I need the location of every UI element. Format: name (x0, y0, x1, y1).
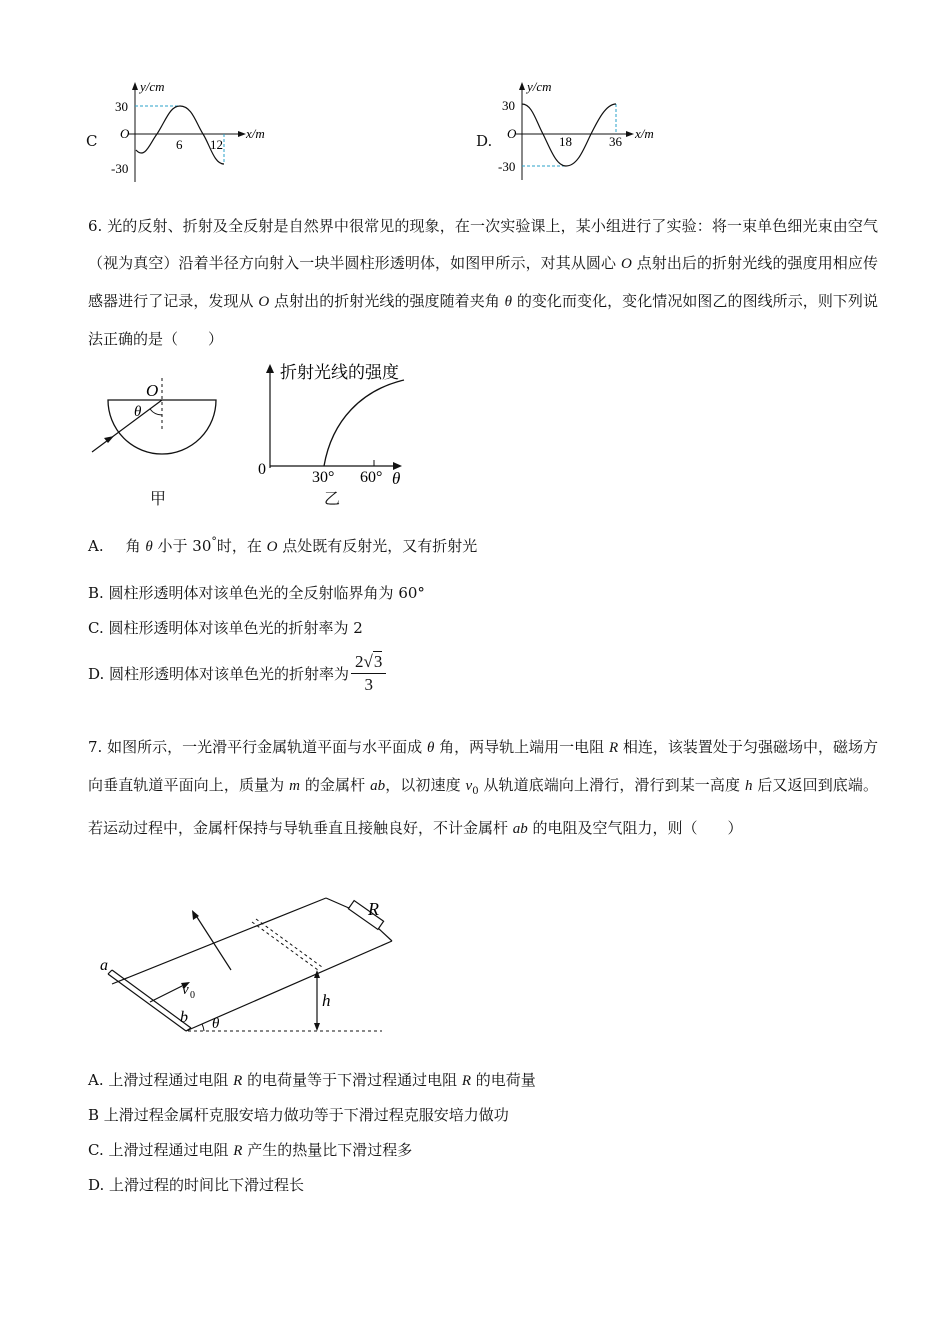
q6-jia-o-label: O (146, 381, 159, 400)
q6-figure-jia (84, 374, 234, 474)
q5-d-origin: O (507, 126, 517, 141)
q5-c-wave-curve (136, 106, 224, 164)
q6-yi-tick-60: 60° (360, 469, 383, 486)
q5-d-tick-36: 36 (609, 134, 622, 149)
q7-label-b: b (180, 1009, 188, 1026)
q7-option-d[interactable]: D. 上滑过程的时间比下滑过程长 (88, 1176, 305, 1194)
q7-label-h: h (322, 991, 331, 1010)
q6-stem: 6. 光的反射、折射及全反射是自然界中很常见的现象，在一次实验课上，某小组进行了实验：将一束单色细光束由空气（视为真空）沿着半径方向射入一块半圆柱形透明体，如图甲所示，对其从圆心 O 点射出后的折射光线的强度用相应传感器进行了记录，发现从 O 点射出的折射光线的强度随着夹角 θ 的变化而变化，变化情况如图乙的图线所示，则下列说法正确的是（ ） (88, 217, 878, 348)
q7-option-c[interactable]: C. 上滑过程通过电阻 R 产生的热量比下滑过程多 (88, 1141, 413, 1159)
q5-option-c-graph (100, 78, 300, 186)
q5-c-y-top: 30 (115, 99, 128, 114)
q7-label-r: R (368, 899, 379, 919)
q5-option-d-letter[interactable]: D. (476, 132, 493, 150)
q5-c-y-bottom: -30 (111, 161, 129, 176)
q5-d-y-top: 30 (502, 98, 515, 113)
q6-yi-origin: 0 (258, 461, 266, 478)
q7-label-v-sub: 0 (190, 990, 195, 1001)
q6-jia-theta-label: θ (134, 404, 142, 420)
q7-option-a[interactable]: A. 上滑过程通过电阻 R 的电荷量等于下滑过程通过电阻 R 的电荷量 (88, 1071, 536, 1089)
q7-figure (96, 890, 406, 1040)
q6-figure-yi (256, 360, 416, 490)
q6-yi-tick-30: 30° (312, 469, 335, 486)
q6-option-d[interactable]: D. 圆柱形透明体对该单色光的折射率为 $\frac{2√3}{3}$ (88, 652, 386, 695)
q6-option-b[interactable]: B. 圆柱形透明体对该单色光的全反射临界角为 60° (88, 584, 425, 602)
q6-d-fraction: $\frac{2√3}{3}$ (351, 652, 386, 695)
q7-stem: 7. 如图所示，一光滑平行金属轨道平面与水平面成 θ 角，两导轨上端用一电阻 R 相连，该装置处于匀强磁场中，磁场方向垂直轨道平面向上，质量为 m 的金属杆 ab，以初速度 $v_0$ 从轨道底端向上滑行，滑行到某一高度 h 后又返回到底端。若运动过程中，金属杆保持与导轨垂直且接触良好，不计金属杆 ab 的电阻及空气阻力，则（ ） (88, 738, 878, 837)
q7-label-theta: θ (212, 1016, 220, 1032)
q5-d-y-bottom: -30 (498, 159, 516, 174)
q6-yi-y-axis-label: 折射光线的强度 (280, 363, 399, 382)
q6-yi-caption: 乙 (324, 489, 341, 508)
q5-d-y-axis-label: y/cm (527, 79, 552, 94)
q6-yi-x-axis-label: θ (392, 469, 401, 488)
q7-label-a: a (100, 957, 108, 974)
q6-option-a[interactable]: A. 角 θ 小于 30°时，在 O 点处既有反射光，又有折射光 (88, 535, 478, 555)
q5-c-y-axis-label: y/cm (140, 79, 165, 94)
q6-yi-curve (324, 380, 404, 466)
q5-c-x-axis-label: x/m (246, 126, 265, 141)
q7-label-v: v (182, 982, 189, 998)
q6-jia-caption: 甲 (150, 489, 167, 508)
q6-option-c[interactable]: C. 圆柱形透明体对该单色光的折射率为 2 (88, 619, 363, 637)
q5-option-d-graph (496, 76, 696, 184)
q5-c-origin: O (120, 126, 130, 141)
q5-d-tick-18: 18 (559, 134, 572, 149)
q5-option-c-letter[interactable]: C (86, 132, 98, 150)
q5-d-x-axis-label: x/m (635, 126, 654, 141)
q5-c-tick-12: 12 (210, 137, 223, 152)
q7-option-b[interactable]: B 上滑过程金属杆克服安培力做功等于下滑过程克服安培力做功 (88, 1106, 509, 1124)
q5-c-tick-6: 6 (176, 137, 183, 152)
